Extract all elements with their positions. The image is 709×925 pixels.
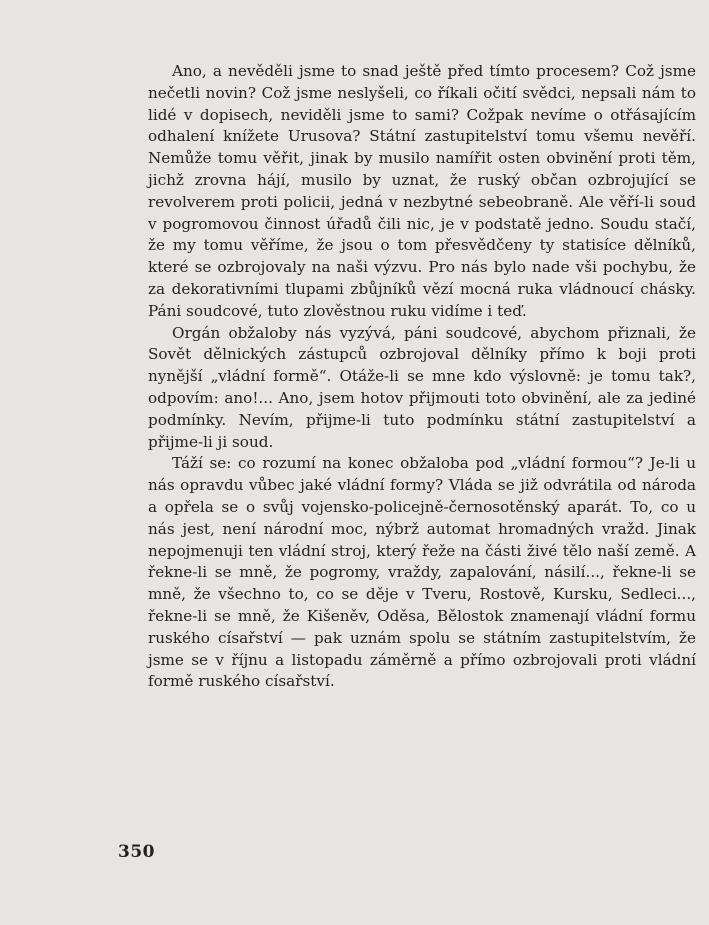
paragraph-2: Orgán obžaloby nás vyzývá, páni soudcové, abychom přiznali, že Sovět dělnických zástupců ozbrojoval dělníky přímo k boji proti nynější „vládní formě“. Otáže-li se mne kdo výslovně: je tomu tak?, odpovím: ano!... Ano, jsem hotov přijmouti toto obvinění, ale za jediné podmínky. Nevím, přijme-li tuto podmínku státní zastupitelství a přijme-li ji soud.: [148, 323, 696, 451]
page-number: 350: [118, 842, 155, 862]
paragraph-3: Táží se: co rozumí na konec obžaloba pod „vládní formou“? Je-li u nás opravdu vůbec jaké vládní formy? Vláda se již odvrátila od národa a opřela se o svůj vojensko-policejně-černosotěnský aparát. To, co u nás jest, není národní moc, nýbrž automat hromadných vražd. Jinak nepojmenuji ten vládní stroj, který řeže na části živé tělo naší země. A řekne-li se mně, že pogromy, vraždy, zapalování, násilí..., řekne-li se mně, že všechno to, co se děje v Tveru, Rostově, Kursku, Sedleci..., řekne-li se mně, že Kišeněv, Oděsa, Bělostok znamenají vládní formu ruského císařství — pak uznám spolu se státním zastupitelstvím, že jsme se v říjnu a listopadu záměrně a přímo ozbrojovali proti vládní formě ruského císařství.: [148, 454, 696, 691]
body-text: [148, 61, 696, 693]
paragraph-1: Ano, a nevěděli jsme to snad ještě před tímto procesem? Což jsme nečetli novin? Což jsme neslyšeli, co říkali očití svědci, nepsali nám to lidé v dopisech, neviděli jsme to sami? Cožpak nevíme o otřásajícím odhalení knížete Urusova? Státní zastupitelství tomu všemu nevěří. Nemůže tomu věřit, jinak by musilo namířit osten obvinění proti těm, jichž zrovna hájí, musilo by uznat, že ruský občan ozbrojující se revolverem proti policii, jedná v nezbytné sebeobraně. Ale věří-li soud v pogromovou činnost úřadů čili nic, je v podstatě jedno. Soudu stačí, že my tomu věříme, že jsou o tom přesvědčeny ty statisíce dělníků, které se ozbrojovaly na naši výzvu. Pro nás bylo nade vši pochybu, že za dekorativními tlupami zbůjníků vězí mocná ruka vládnoucí chásky. Páni soudcové, tuto zlověstnou ruku vidíme i teď.: [148, 62, 696, 320]
